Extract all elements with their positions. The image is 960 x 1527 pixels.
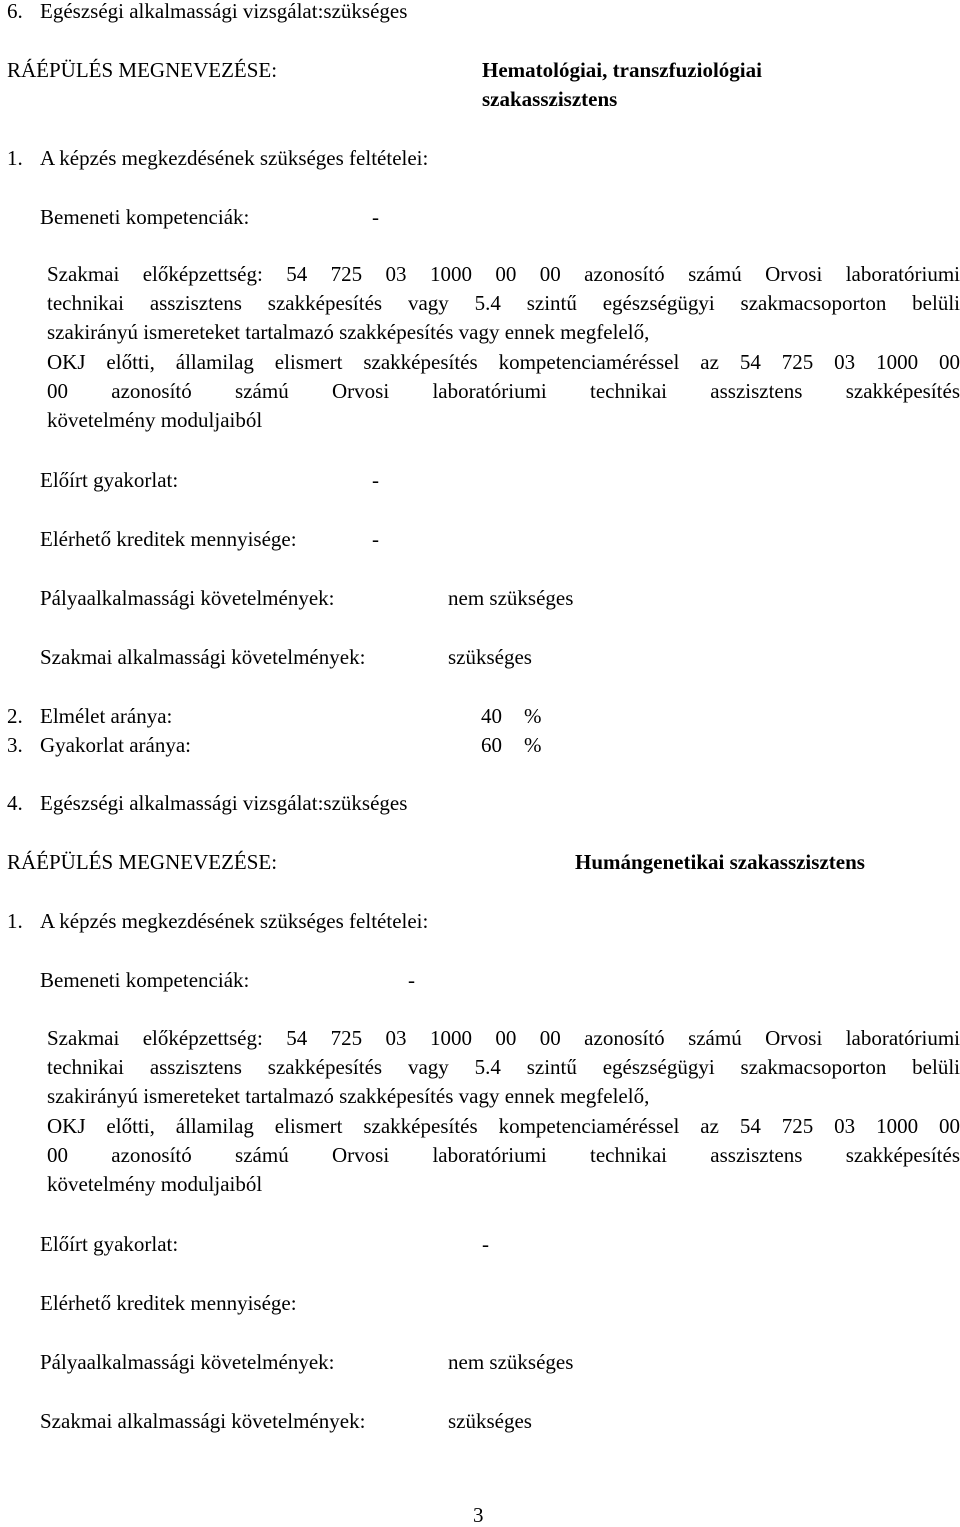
item-number: 3. (7, 733, 23, 757)
eloirt-gyakorlat-label: Előírt gyakorlat: (40, 1232, 179, 1256)
elmelet-aranya-label: Elmélet aránya: (40, 704, 173, 728)
palyaalkalmassagi-value: nem szükséges (448, 1350, 574, 1374)
section-heading-label: RÁÉPÜLÉS MEGNEVEZÉSE: (7, 850, 278, 874)
gyakorlat-aranya-value: 60 (481, 733, 502, 757)
item-number: 4. (7, 791, 23, 815)
szakmai-elokepzettseg-paragraph (47, 260, 960, 435)
kreditek-label: Elérhető kreditek mennyisége: (40, 1291, 297, 1315)
percent-unit: % (524, 733, 542, 757)
paragraph-line: követelmény moduljaiból (47, 1172, 263, 1197)
paragraph-line: technikai asszisztens szakképesítés vagy 5.4 szintű egészségügyi szakmacsoporton belüli (47, 291, 960, 316)
item-number: 1. (7, 909, 23, 933)
paragraph-line: OKJ előtti, államilag elismert szakképesítés kompetenciaméréssel az 54 725 03 1000 00 (47, 349, 960, 374)
paragraph-line: követelmény moduljaiból (47, 408, 263, 433)
section-heading-value: Humángenetikai szakasszisztens (575, 850, 865, 874)
eloirt-gyakorlat-label: Előírt gyakorlat: (40, 468, 179, 492)
paragraph-line: szakirányú ismereteket tartalmazó szakképesítés vagy ennek megfelelő, (47, 320, 650, 345)
szakmai-alkalmassagi-label: Szakmai alkalmassági követelmények: (40, 645, 366, 669)
paragraph-line: szakirányú ismereteket tartalmazó szakképesítés vagy ennek megfelelő, (47, 1084, 650, 1109)
health-check-text: Egészségi alkalmassági vizsgálat:szükséges (40, 0, 408, 23)
kreditek-label: Elérhető kreditek mennyisége: (40, 527, 297, 551)
eloirt-gyakorlat-value: - (372, 468, 379, 492)
health-check-text: Egészségi alkalmassági vizsgálat:szükséges (40, 791, 408, 815)
paragraph-line: 00 azonosító számú Orvosi laboratóriumi technikai asszisztens szakképesítés (47, 378, 960, 403)
szakmai-elokepzettseg-paragraph (47, 1024, 960, 1199)
bemeneti-value: - (408, 968, 415, 992)
paragraph-line: technikai asszisztens szakképesítés vagy 5.4 szintű egészségügyi szakmacsoporton belüli (47, 1055, 960, 1080)
page-number: 3 (473, 1503, 484, 1527)
requirements-heading: A képzés megkezdésének szükséges feltételei: (40, 909, 429, 933)
szakmai-alkalmassagi-label: Szakmai alkalmassági követelmények: (40, 1409, 366, 1433)
paragraph-line: OKJ előtti, államilag elismert szakképesítés kompetenciaméréssel az 54 725 03 1000 00 (47, 1113, 960, 1138)
item-number: 6. (7, 0, 23, 23)
bemeneti-value: - (372, 205, 379, 229)
eloirt-gyakorlat-value: - (482, 1232, 489, 1256)
section-heading-value-cont: szakasszisztens (482, 87, 618, 111)
paragraph-line: Szakmai előképzettség: 54 725 03 1000 00 00 azonosító számú Orvosi laboratóriumi (47, 1026, 960, 1050)
item-number: 2. (7, 704, 23, 728)
gyakorlat-aranya-label: Gyakorlat aránya: (40, 733, 192, 757)
szakmai-alkalmassagi-value: szükséges (448, 645, 532, 669)
elmelet-aranya-value: 40 (481, 704, 502, 728)
item-number: 1. (7, 146, 23, 170)
requirements-heading: A képzés megkezdésének szükséges feltételei: (40, 146, 429, 170)
bemeneti-label: Bemeneti kompetenciák: (40, 968, 250, 992)
szakmai-alkalmassagi-value: szükséges (448, 1409, 532, 1433)
paragraph-line: 00 azonosító számú Orvosi laboratóriumi technikai asszisztens szakképesítés (47, 1142, 960, 1167)
paragraph-line: Szakmai előképzettség: 54 725 03 1000 00 00 azonosító számú Orvosi laboratóriumi (47, 262, 960, 286)
palyaalkalmassagi-label: Pályaalkalmassági követelmények: (40, 1350, 335, 1374)
section-heading-label: RÁÉPÜLÉS MEGNEVEZÉSE: (7, 58, 278, 82)
palyaalkalmassagi-label: Pályaalkalmassági követelmények: (40, 586, 335, 610)
kreditek-value: - (372, 527, 379, 551)
palyaalkalmassagi-value: nem szükséges (448, 586, 574, 610)
bemeneti-label: Bemeneti kompetenciák: (40, 205, 250, 229)
section-heading-value: Hematológiai, transzfuziológiai (482, 58, 762, 82)
percent-unit: % (524, 704, 542, 728)
